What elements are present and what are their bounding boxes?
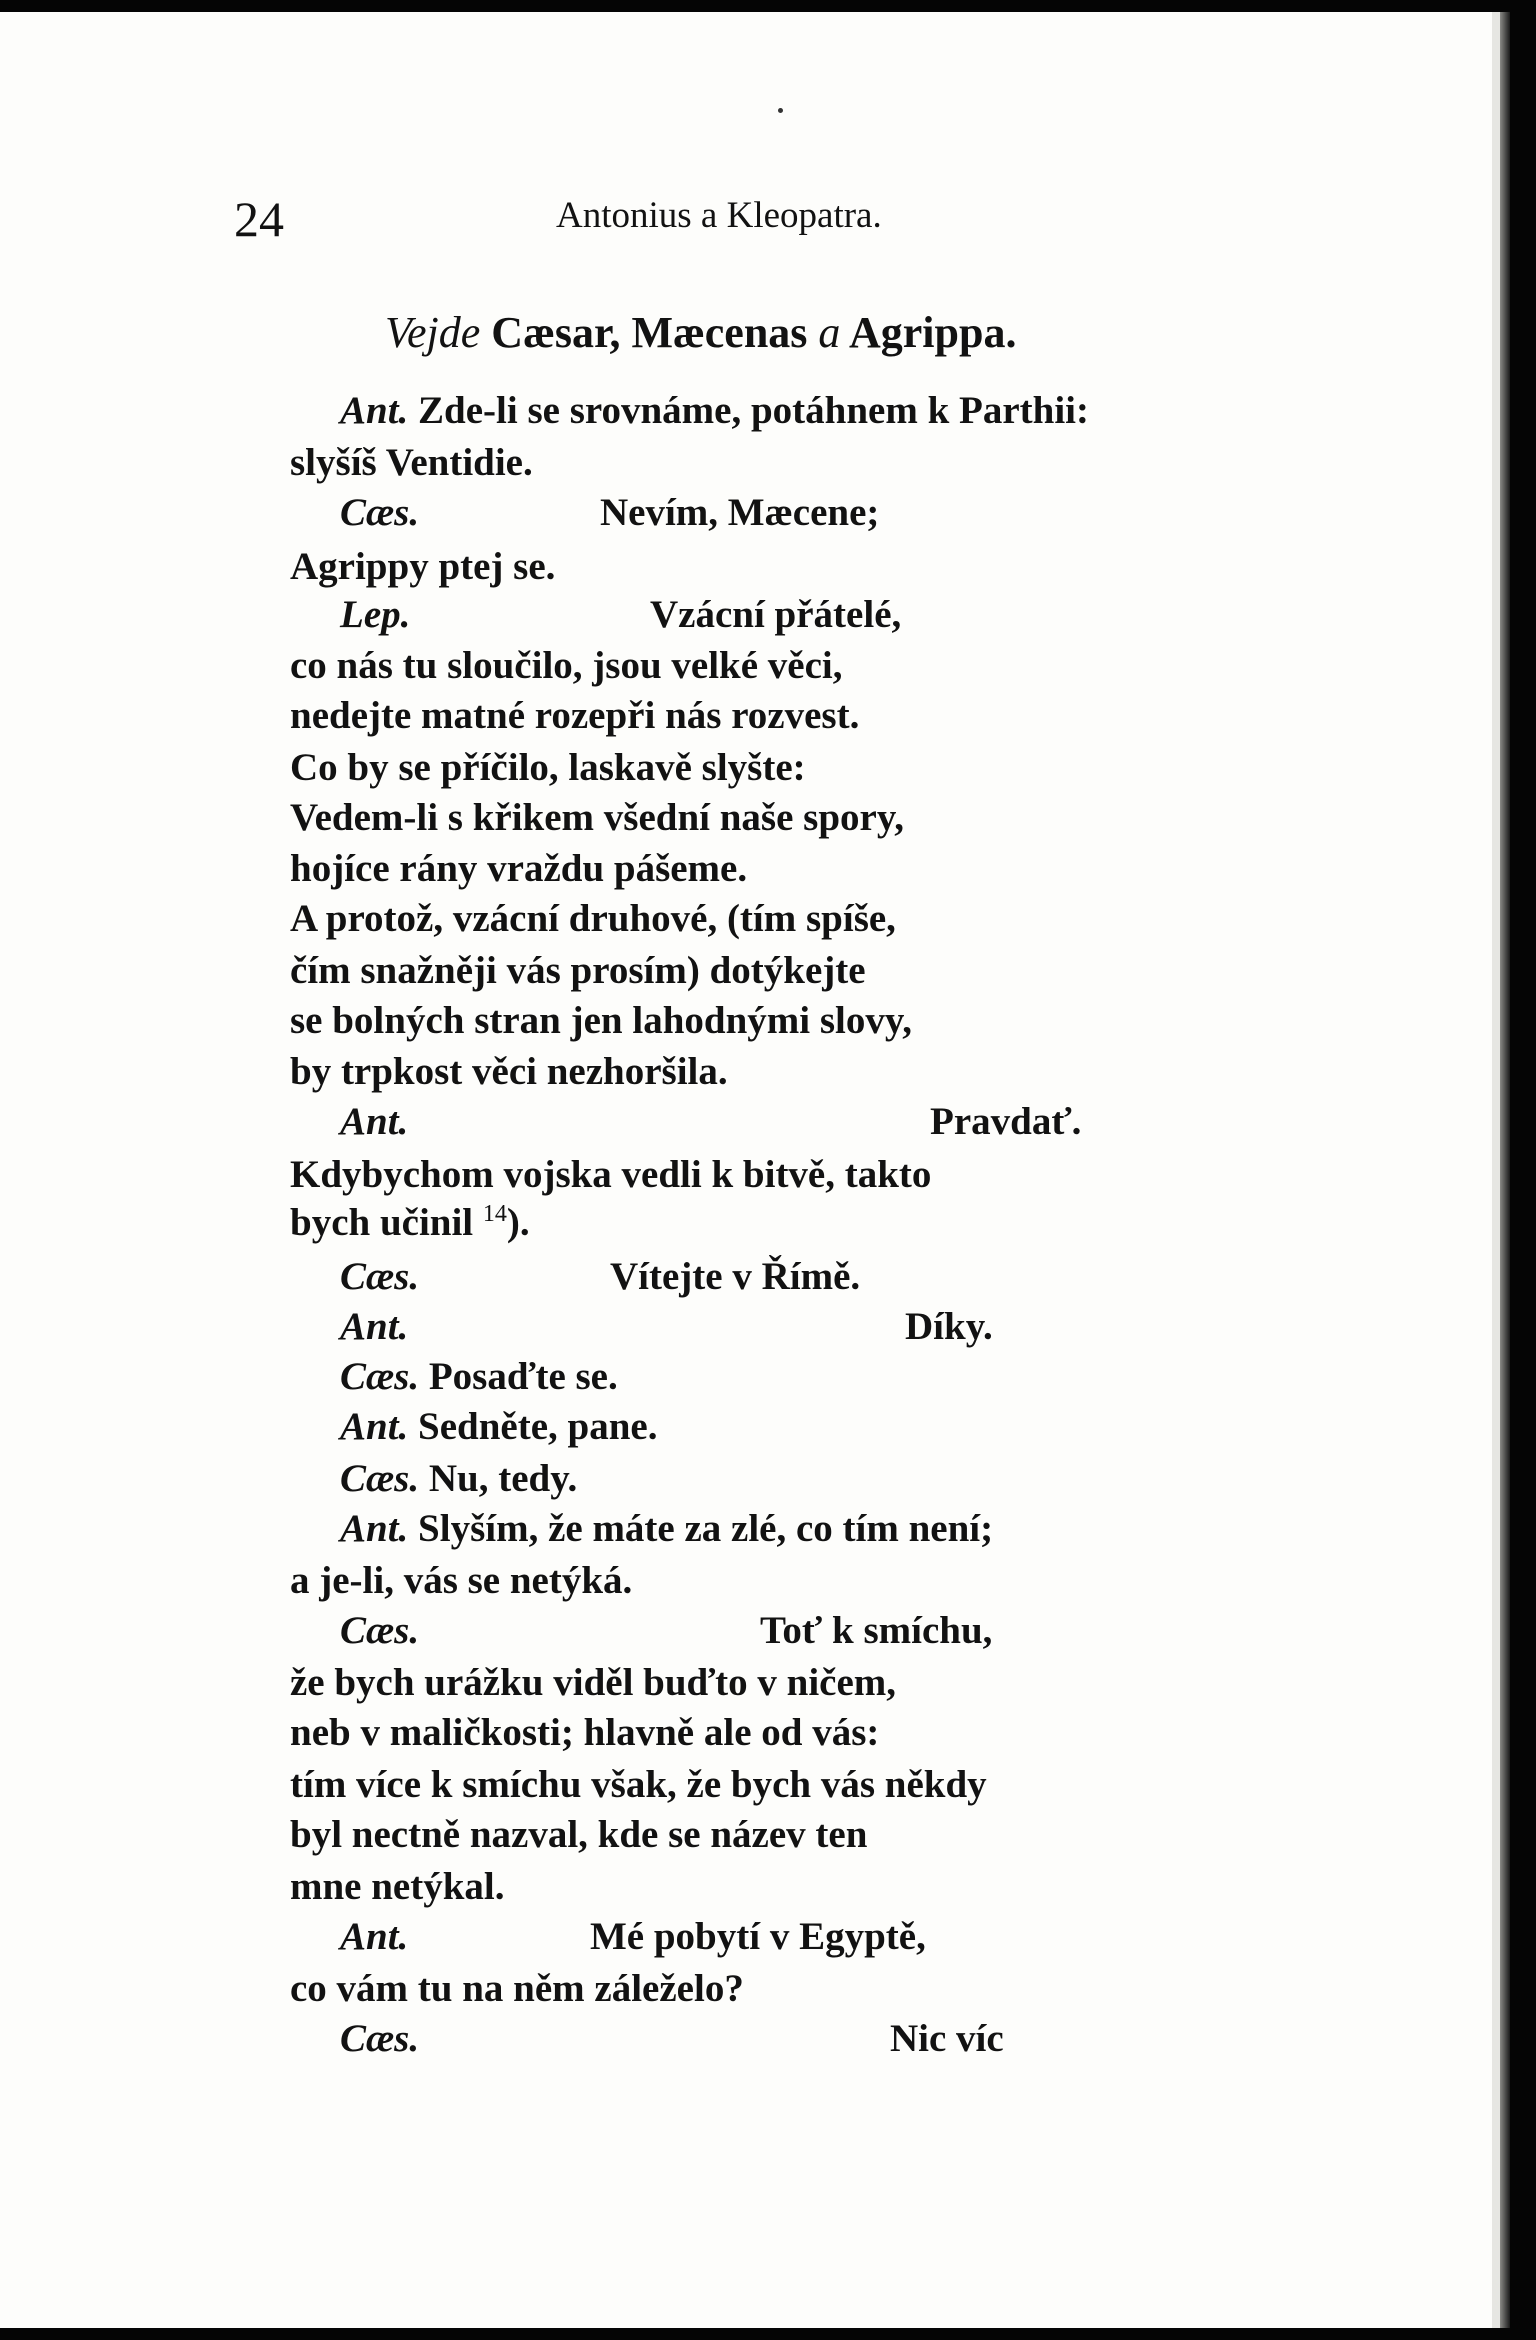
line-text: byl nectně nazval, kde se název ten [290, 1813, 868, 1856]
verse-line [340, 592, 902, 637]
verse-line [290, 745, 806, 790]
line-text: Vedem-li s křikem všední naše spory, [290, 796, 904, 839]
line-text: Sedněte, pane. [408, 1405, 658, 1448]
verse-line [340, 1304, 993, 1349]
stage-name-2: Agrippa. [849, 308, 1017, 357]
verse-line [290, 1812, 867, 1857]
line-text: Co by se příčilo, laskavě slyšte: [290, 746, 806, 789]
stage-conj: a [818, 308, 841, 357]
line-text: neb v maličkosti; hlavně ale od vás: [290, 1711, 880, 1754]
line-text: Nic víc [890, 2017, 1004, 2060]
line-text: by trpkost věci nezhoršila. [290, 1050, 728, 1093]
line-text: Vítejte v Římě. [610, 1255, 861, 1298]
verse-line [290, 544, 555, 589]
verse-line [290, 896, 896, 941]
page-edge-shadow [1500, 12, 1510, 2328]
line-text: Nu, tedy. [419, 1457, 578, 1500]
verse-line [290, 998, 912, 1043]
verse-line [290, 846, 747, 891]
verse-line [290, 1200, 530, 1245]
verse-line [340, 1404, 657, 1449]
verse-line [290, 795, 904, 840]
dust-speck [778, 108, 783, 113]
footnote-ref: 14 [482, 1201, 507, 1227]
verse-line [290, 1660, 896, 1705]
verse-line [340, 2016, 1004, 2061]
verse-line [290, 1864, 505, 1909]
verse-line [290, 1152, 931, 1197]
speaker-label: Ant. [340, 389, 409, 432]
speaker-label: Cæs. [340, 2017, 420, 2060]
verse-line [340, 1456, 577, 1501]
speaker-label: Ant. [340, 1405, 409, 1448]
verse-line [290, 1762, 987, 1807]
verse-line [340, 1506, 993, 1551]
speaker-label: Cæs. [340, 1609, 420, 1652]
verse-line [340, 1354, 618, 1399]
line-text: čím snažněji vás prosím) dotýkejte [290, 949, 866, 992]
line-text: Nevím, Mæcene; [600, 491, 880, 534]
page-number: 24 [234, 191, 284, 247]
speaker-label: Cæs. [340, 1457, 420, 1500]
line-text: Mé pobytí v Egyptě, [590, 1915, 926, 1958]
verse-line [340, 388, 1089, 433]
verse-line [340, 1608, 993, 1653]
verse-line [290, 1049, 728, 1094]
stage-verb: Vejde [385, 308, 481, 357]
stage-direction [385, 307, 1016, 358]
line-text: bych učinil [290, 1201, 483, 1244]
line-text: Zde-li se srovnáme, potáhnem k Parthii: [408, 389, 1089, 432]
line-text: Posaďte se. [419, 1355, 618, 1398]
line-text: Kdybychom vojska vedli k bitvě, takto [290, 1153, 932, 1196]
line-text: Vzácní přátelé, [650, 593, 902, 636]
line-text: se bolných stran jen lahodnými slovy, [290, 999, 912, 1042]
verse-line [290, 693, 859, 738]
speaker-label: Cæs. [340, 1355, 420, 1398]
line-text: Toť k smíchu, [760, 1609, 993, 1652]
line-text: hojíce rány vraždu pášeme. [290, 847, 748, 890]
verse-line [340, 1099, 1082, 1144]
line-text: A protož, vzácní druhové, (tím spíše, [290, 897, 896, 940]
speaker-label: Ant. [340, 1100, 409, 1143]
verse-line [290, 643, 843, 688]
line-text: co nás tu sloučilo, jsou velké věci, [290, 644, 843, 687]
line-text: Díky. [905, 1305, 993, 1348]
speaker-label: Ant. [340, 1305, 409, 1348]
line-text: mne netýkal. [290, 1865, 505, 1908]
line-text: nedejte matné rozepři nás rozvest. [290, 694, 860, 737]
stage-name-1: Cæsar, Mæcenas [491, 308, 808, 357]
verse-line [340, 1254, 861, 1299]
line-text: slyšíš Ventidie. [290, 441, 533, 484]
line-text: tím více k smíchu však, že bych vás někdy [290, 1763, 987, 1806]
verse-line [340, 490, 880, 535]
page-edge [1492, 12, 1500, 2328]
verse-line [290, 1710, 879, 1755]
line-text-end: ). [506, 1201, 530, 1244]
line-text: Pravdať. [930, 1100, 1082, 1143]
line-text: co vám tu na něm záleželo? [290, 1967, 744, 2010]
verse-line [290, 948, 866, 993]
speaker-label: Ant. [340, 1915, 409, 1958]
verse-line [290, 1966, 744, 2011]
speaker-label: Ant. [340, 1507, 409, 1550]
running-title: Antonius a Kleopatra. [556, 195, 882, 236]
line-text: Slyším, že máte za zlé, co tím není; [408, 1507, 994, 1550]
line-text: že bych urážku viděl buďto v ničem, [290, 1661, 897, 1704]
verse-line [290, 1558, 632, 1603]
line-text: a je-li, vás se netýká. [290, 1559, 633, 1602]
speaker-label: Cæs. [340, 1255, 420, 1298]
verse-line [340, 1914, 926, 1959]
speaker-label: Cæs. [340, 491, 420, 534]
speaker-label: Lep. [340, 593, 411, 636]
verse-line [290, 440, 533, 485]
line-text: Agrippy ptej se. [290, 545, 556, 588]
